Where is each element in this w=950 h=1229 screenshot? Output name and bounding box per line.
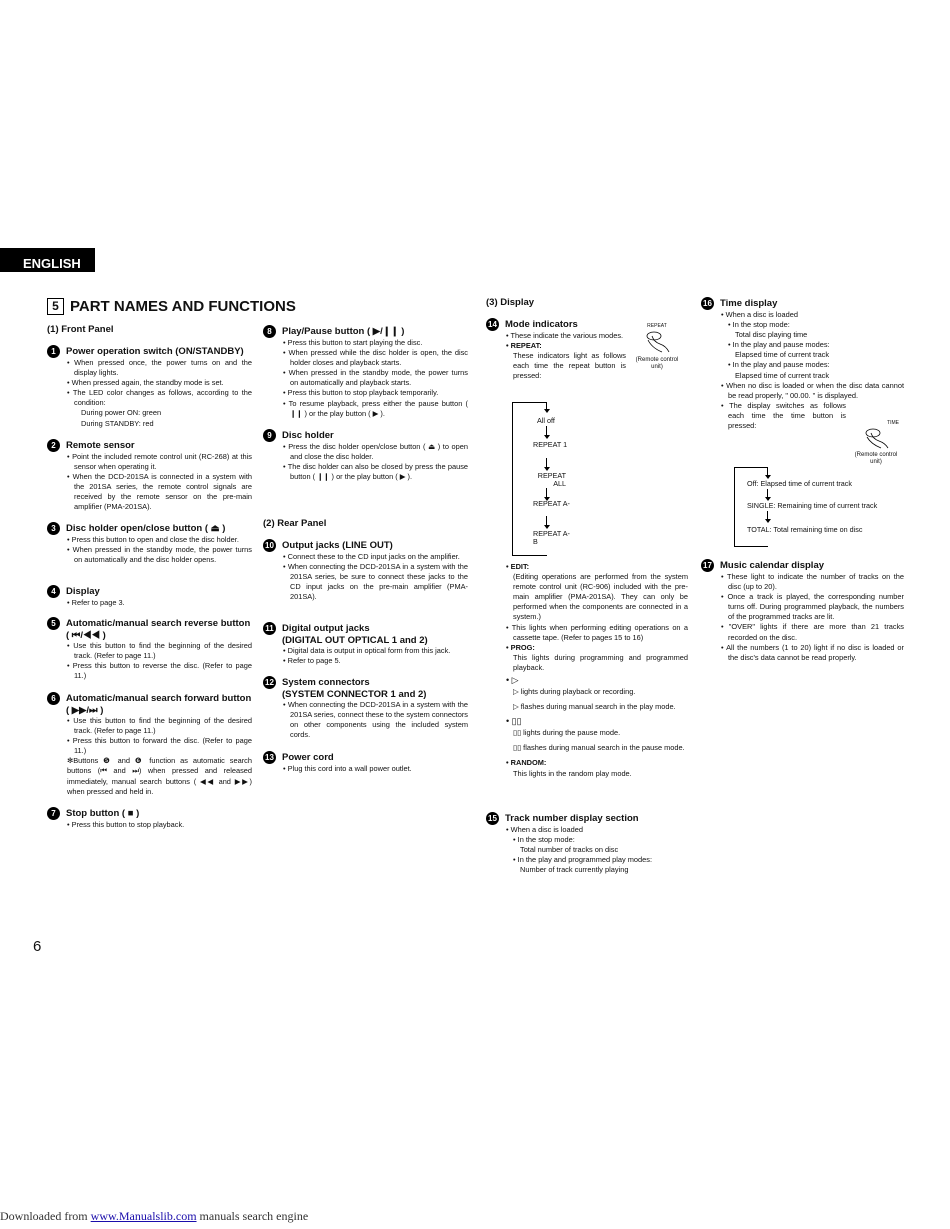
item-power-switch [47,346,252,429]
item-line: • Use this button to find the beginning of the desired track. (Refer to page 11.) [67,716,252,736]
item-number: 9 [263,429,276,442]
item-line: • The display switches as follows each time the time button is pressed: [721,401,846,431]
play-symbol: • ▷ [506,675,688,685]
item-line: • When pressed while the disc holder is open, the disc holder closes and playback starts. [283,348,468,368]
repeat-state: REPEAT A- [533,499,570,508]
item-line: • When pressed once, the power turns on and the display lights. [67,358,252,378]
arrow [546,516,547,526]
remote-button-label: TIME [887,420,899,426]
item-number: 14 [486,318,499,331]
arrow [767,467,768,476]
item-number: 3 [47,522,60,535]
arrow [767,489,768,498]
item-power-cord [263,752,468,774]
page-number: 6 [33,938,42,955]
item-line: • When pressed in the standby mode, the power turns on automatically and playback starts. [283,368,468,388]
item-title: Disc holder [282,430,334,441]
item-line: • Press this button to stop playback. [67,820,252,830]
item-line: • When the DCD-201SA is connected in a system with the 201SA series, the remote control signals are received by the remote sensor on the pre-main amplifier (PMA-201SA). [67,472,252,512]
item-number: 8 [263,325,276,338]
item-title: Output jacks (LINE OUT) [282,540,393,551]
item-line: • Press this button to stop playback temporarily. [283,388,468,398]
item-title: Automatic/manual search reverse button ( ⏮/◀◀ ) [66,618,251,641]
item-display [47,586,252,608]
item-title: Automatic/manual search forward button ( ▶▶/⏭ ) [66,693,252,716]
item-line: Total disc playing time [735,330,808,340]
display-heading: (3) Display [486,297,535,308]
remote-time-illustration [853,420,899,466]
edit-text: (Editing operations are performed from the system remote control unit (RC-906) included with the pre-main amplifier (PMA-201SA). They can only be performed when the components are connected in a system.) [513,572,688,622]
section-title-text: PART NAMES AND FUNCTIONS [70,298,296,315]
item-title: Track number display section [505,813,639,824]
item-search-forward [47,693,252,797]
footer [0,1209,308,1224]
hand-press-icon [861,427,891,449]
item-line: • Refer to page 3. [67,598,252,608]
pause-symbol: • ▯▯ [506,716,688,726]
item-number: 10 [263,539,276,552]
item-stop-button [47,808,252,830]
arrow [546,458,547,468]
item-title: System connectors [282,677,370,688]
item-system-connectors [263,677,468,740]
item-line: • Plug this cord into a wall power outlet. [283,764,468,774]
item-title: Music calendar display [720,560,825,571]
item-line: During power ON: green [81,408,162,418]
item-line: • Use this button to find the beginning of the desired track. (Refer to page 11.) [67,641,252,661]
time-state: TOTAL: Total remaining time on disc [747,525,863,534]
item-line: • When a disc is loaded [506,825,691,835]
item-line: Total number of tracks on disc [520,845,619,855]
pause-line: ▯▯ flashes during manual search in the pause mode. [513,743,685,753]
prog-label: • PROG: [506,643,688,653]
item-line: • In the play and pause modes: [728,340,904,350]
item-line: • The LED color changes as follows, according to the condition: [67,388,252,408]
item-line: • The disc holder can also be closed by press the pause button ( ❙❙ ) or the play button ( ▶ ). [283,462,468,482]
time-state: SINGLE: Remaining time of current track [747,501,878,510]
arrow [546,488,547,498]
item-title: Mode indicators [505,319,578,330]
random-label: • RANDOM: [506,758,688,768]
item-number: 15 [486,812,499,825]
item-line: • When pressed again, the standby mode is set. [67,378,252,388]
repeat-text: These indicators light as follows each time the repeat button is pressed: [513,351,626,381]
footer-link[interactable]: www.Manualslib.com [90,1209,197,1223]
repeat-label: • REPEAT: [506,341,626,351]
remote-repeat-illustration [634,323,680,371]
item-line: • All the numbers (1 to 20) light if no disc is loaded or the disc's data cannot be read properly. [721,643,904,663]
item-output-jacks [263,540,468,602]
item-disc-holder [263,430,468,482]
front-panel-heading: (1) Front Panel [47,324,114,335]
item-line: • To resume playback, press either the pause button ( ❙❙ ) or the play button ( ▶ ). [283,399,468,419]
item-number: 13 [263,751,276,764]
item-line: During STANDBY: red [81,418,154,428]
item-number: 17 [701,559,714,572]
language-tab: ENGLISH [0,248,95,272]
item-line: • Press this button to open and close the disc holder. [67,535,252,545]
arrow [546,426,547,436]
item-number: 6 [47,692,60,705]
item-number: 12 [263,676,276,689]
hand-press-icon [642,330,672,354]
item-line: Elapsed time of current track [735,350,830,360]
item-line: • These light to indicate the number of tracks on the disc (up to 20). [721,572,904,592]
item-title-2: (DIGITAL OUT OPTICAL 1 and 2) [282,634,428,646]
item-line: • Digital data is output in optical form from this jack. [283,646,468,656]
arrow [767,511,768,520]
item-digital-output [263,623,468,666]
section-title [47,298,296,315]
item-line: Elapsed time of current track [735,370,830,380]
play-line: ▷ flashes during manual search in the play mode. [513,702,676,712]
item-title: Power operation switch (ON/STANDBY) [66,346,244,357]
item-title: Stop button ( ■ ) [66,808,140,819]
item-number: 16 [701,297,714,310]
pause-line: ▯▯ lights during the pause mode. [513,728,621,738]
item-title: Play/Pause button ( ▶/❙❙ ) [282,326,405,337]
item-disc-holder-button [47,523,252,565]
remote-button-label: REPEAT [647,323,667,329]
item-line: • Press this button to forward the disc. (Refer to page 11.) [67,736,252,756]
item-line: • In the stop mode: [513,835,691,845]
edit-label: • EDIT: [506,562,688,572]
remote-caption: (Remote control unit) [854,452,898,465]
item-number: 1 [47,345,60,358]
footer-prefix: Downloaded from [0,1209,91,1223]
item-line: • Connect these to the CD input jacks on the amplifier. [283,552,468,562]
item-number: 7 [47,807,60,820]
item-line: • In the play and programmed play modes: [513,855,691,865]
repeat-state: REPEAT A-B [533,529,570,546]
item-number: 4 [47,585,60,598]
item-title: Disc holder open/close button ( ⏏ ) [66,523,226,534]
time-state: Off: Elapsed time of current track [747,479,852,488]
item-line: • Refer to page 5. [283,656,468,666]
item-track-number-display [486,813,691,875]
item-time-display [701,298,906,431]
item-note: ✻Buttons ❺ and ❻ function as automatic search buttons (⏮ and ⏭) when pressed and released immediately, manual search buttons ( ◀◀ and ▶▶) when pressed and held in. [67,756,252,796]
repeat-state: REPEAT 1 [533,440,568,449]
item-line: • When pressed in the standby mode, the power turns on automatically and the disc holder opens. [67,545,252,565]
play-line: ▷ lights during playback or recording. [513,687,636,697]
item-remote-sensor [47,440,252,513]
item-line: Number of track currently playing [520,865,629,875]
item-number: 2 [47,439,60,452]
item-line: • When no disc is loaded or when the disc data cannot be read properly, " 00.00. " is displayed. [721,381,904,401]
repeat-state: All off [537,416,555,425]
section-number: 5 [47,298,64,315]
item-title: Digital output jacks [282,623,370,634]
arrow [546,402,547,410]
item-number: 11 [263,622,276,635]
item-line: • Press this button to start playing the disc. [283,338,468,348]
item-title: Time display [720,298,778,309]
item-music-calendar [701,560,906,663]
item-line: • When connecting the DCD-201SA in a system with the 201SA series, connect these to the system connectors on other components using the included system cords. [283,700,468,740]
item-line: • These indicate the various modes. [506,331,626,341]
item-number: 5 [47,617,60,630]
rear-panel-heading: (2) Rear Panel [263,518,327,529]
item-line: • In the play and pause modes: [728,360,904,370]
item-line: • Once a track is played, the corresponding number turns off. During programmed playback, the numbers of the programmed tracks are lit. [721,592,904,622]
footer-suffix: manuals search engine [196,1209,309,1223]
item-line: • Point the included remote control unit (RC-268) at this sensor when operating it. [67,452,252,472]
mode-indicators-details [506,562,688,779]
item-title: Remote sensor [66,440,135,451]
item-play-pause [263,326,468,419]
item-title: Display [66,586,100,597]
item-search-reverse [47,618,252,681]
item-line: • When connecting the DCD-201SA in a system with the 201SA series, be sure to connect these jacks to the CD input jacks on the pre-main amplifier (PMA-201SA). [283,562,468,602]
item-line: • Press the disc holder open/close button ( ⏏ ) to open and close the disc holder. [283,442,468,462]
random-text: This lights in the random play mode. [513,768,632,778]
remote-caption: (Remote control unit) [635,357,679,370]
item-line: • Press this button to reverse the disc. (Refer to page 11.) [67,661,252,681]
item-line: • "OVER" lights if there are more than 21 tracks recorded on the disc. [721,622,904,642]
item-title-2: (SYSTEM CONNECTOR 1 and 2) [282,688,427,700]
item-line: • When a disc is loaded [721,310,904,320]
item-title: Power cord [282,752,334,763]
item-line: • In the stop mode: [728,320,904,330]
edit-line: • This lights when performing editing operations on a cassette tape. (Refer to pages 15 to 16) [506,623,688,643]
repeat-state: REPEAT ALL [537,471,566,488]
prog-text: This lights during programming and programmed playback. [513,652,688,672]
